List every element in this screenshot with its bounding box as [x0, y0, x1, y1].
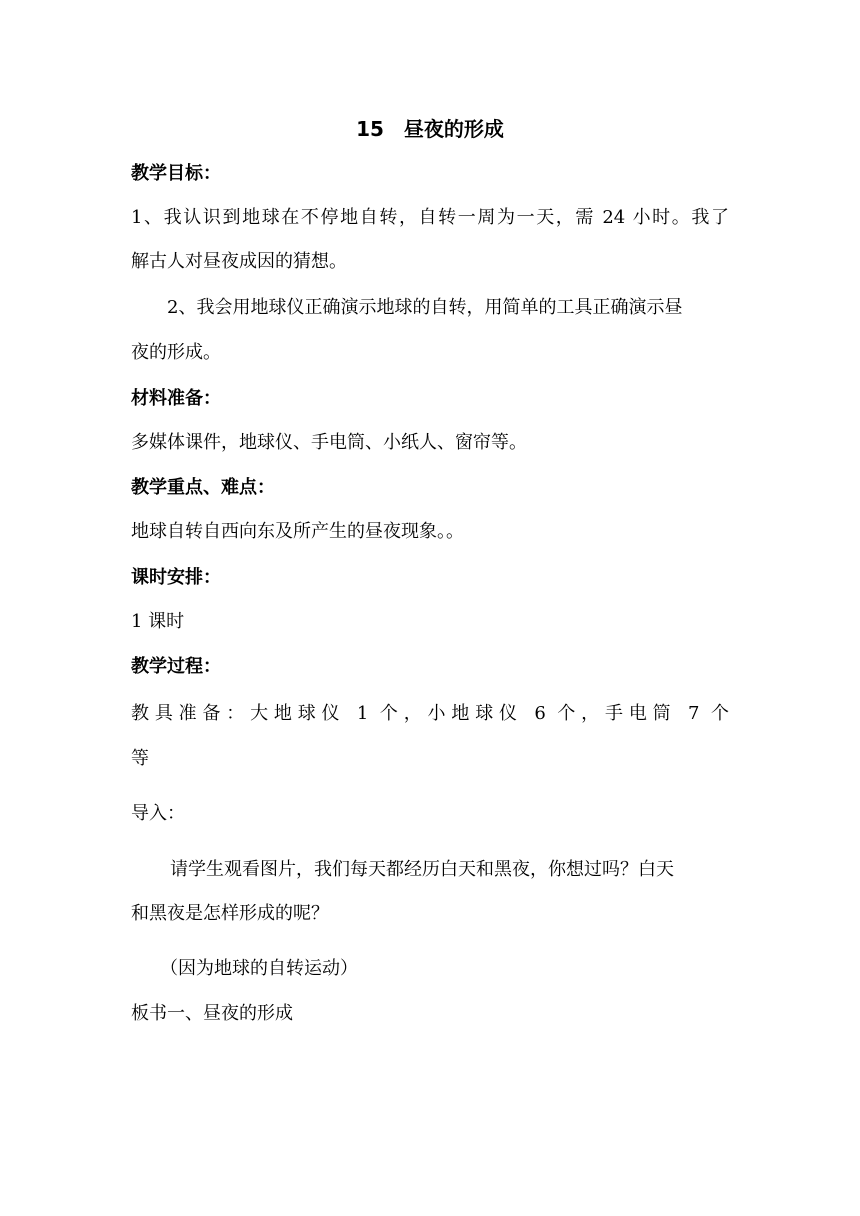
materials-heading: 材料准备： [131, 388, 221, 409]
keypoints-heading: 教学重点、难点： [131, 477, 275, 498]
objective-1-line-2: 解古人对昼夜成因的猜想。 [131, 251, 347, 272]
lesson-title: 15 昼夜的形成 [356, 117, 504, 141]
objective-2-line-1: 2、我会用地球仪正确演示地球的自转，用简单的工具正确演示昼 [167, 297, 683, 318]
materials-text: 多媒体课件，地球仪、手电筒、小纸人、窗帘等。 [131, 432, 527, 453]
objectives-heading: 教学目标： [131, 163, 221, 184]
teaching-tools-line-1: 教具准备：大地球仪 1 个，小地球仪 6 个，手电筒 7 个 [131, 703, 729, 724]
board-writing: 板书一、昼夜的形成 [131, 1003, 293, 1024]
intro-paragraph-line-2: 和黑夜是怎样形成的呢？ [131, 903, 329, 924]
objective-1-line-1: 1、我认识到地球在不停地自转，自转一周为一天，需 24 小时。我了 [131, 207, 729, 228]
process-heading: 教学过程： [131, 656, 221, 677]
intro-paragraph-line-1: 请学生观看图片，我们每天都经历白天和黑夜，你想过吗？白天 [170, 859, 674, 880]
schedule-text: 1 课时 [131, 611, 185, 632]
teaching-tools-line-2: 等 [131, 748, 149, 769]
objective-2-line-2: 夜的形成。 [131, 342, 221, 363]
intro-answer: （因为地球的自转运动） [160, 958, 358, 979]
schedule-heading: 课时安排： [131, 567, 221, 588]
keypoints-text: 地球自转自西向东及所产生的昼夜现象。。 [131, 521, 464, 542]
intro-label: 导入： [131, 803, 185, 824]
